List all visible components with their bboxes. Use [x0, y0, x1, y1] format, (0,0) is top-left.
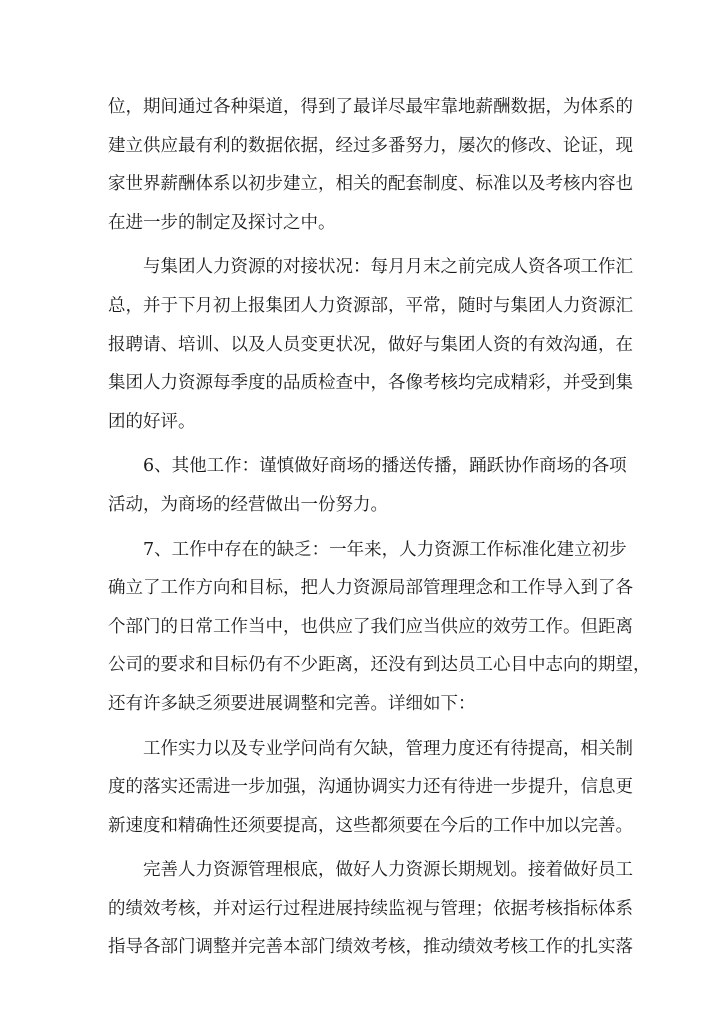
text-line: 新速度和精确性还须要提高，这些都须要在今后的工作中加以完善。 [108, 815, 633, 836]
text-line: 还有许多缺乏须要进展调整和完善。详细如下： [108, 693, 476, 714]
text-line: 建立供应最有利的数据依据，经过多番努力，屡次的修改、论证，现 [108, 135, 633, 156]
text-line: 与集团人力资源的对接状况：每月月末之前完成人资各项工作汇 [143, 257, 633, 278]
text-line: 工作实力以及专业学问尚有欠缺，管理力度还有待提高，相关制 [143, 738, 633, 759]
text-line: 指导各部门调整并完善本部门绩效考核，推动绩效考核工作的扎实落 [108, 937, 633, 958]
text-line: 活动，为商场的经营做出一份努力。 [108, 494, 388, 515]
text-line: 的绩效考核，并对运行过程进展持续监视与管理；依据考核指标体系 [108, 898, 633, 919]
text-line: 报聘请、培训、以及人员变更状况，做好与集团人资的有效沟通，在 [108, 334, 633, 355]
text-line: 位，期间通过各种渠道，得到了最详尽最牢靠地薪酬数据，为体系的 [108, 97, 633, 117]
document-body [108, 88, 651, 967]
text-line: 7、工作中存在的缺乏：一年来，人力资源工作标准化建立初步 [143, 539, 627, 560]
text-line: 在进一步的制定及探讨之中。 [108, 212, 336, 233]
text-line: 家世界薪酬体系以初步建立，相关的配套制度、标准以及考核内容也 [108, 174, 633, 195]
text-line: 团的好评。 [108, 411, 196, 432]
text-line: 总，并于下月初上报集团人力资源部，平常，随时与集团人力资源汇 [108, 295, 633, 316]
text-line: 完善人力资源管理根底，做好人力资源长期规划。接着做好员工 [143, 860, 633, 881]
text-line: 个部门的日常工作当中，也供应了我们应当供应的效劳工作。但距离 [108, 616, 633, 637]
text-line: 度的落实还需进一步加强，沟通协调实力还有待进一步提升，信息更 [108, 777, 633, 798]
text-line: 集团人力资源每季度的品质检查中，各像考核均完成精彩，并受到集 [108, 373, 633, 394]
text-line: 公司的要求和目标仍有不少距离，还没有到达员工心目中志向的期望， [108, 655, 651, 676]
text-line: 6、其他工作：谨慎做好商场的播送传播，踊跃协作商场的各项 [143, 456, 627, 477]
text-line: 确立了工作方向和目标，把人力资源局部管理理念和工作导入到了各 [108, 578, 633, 599]
